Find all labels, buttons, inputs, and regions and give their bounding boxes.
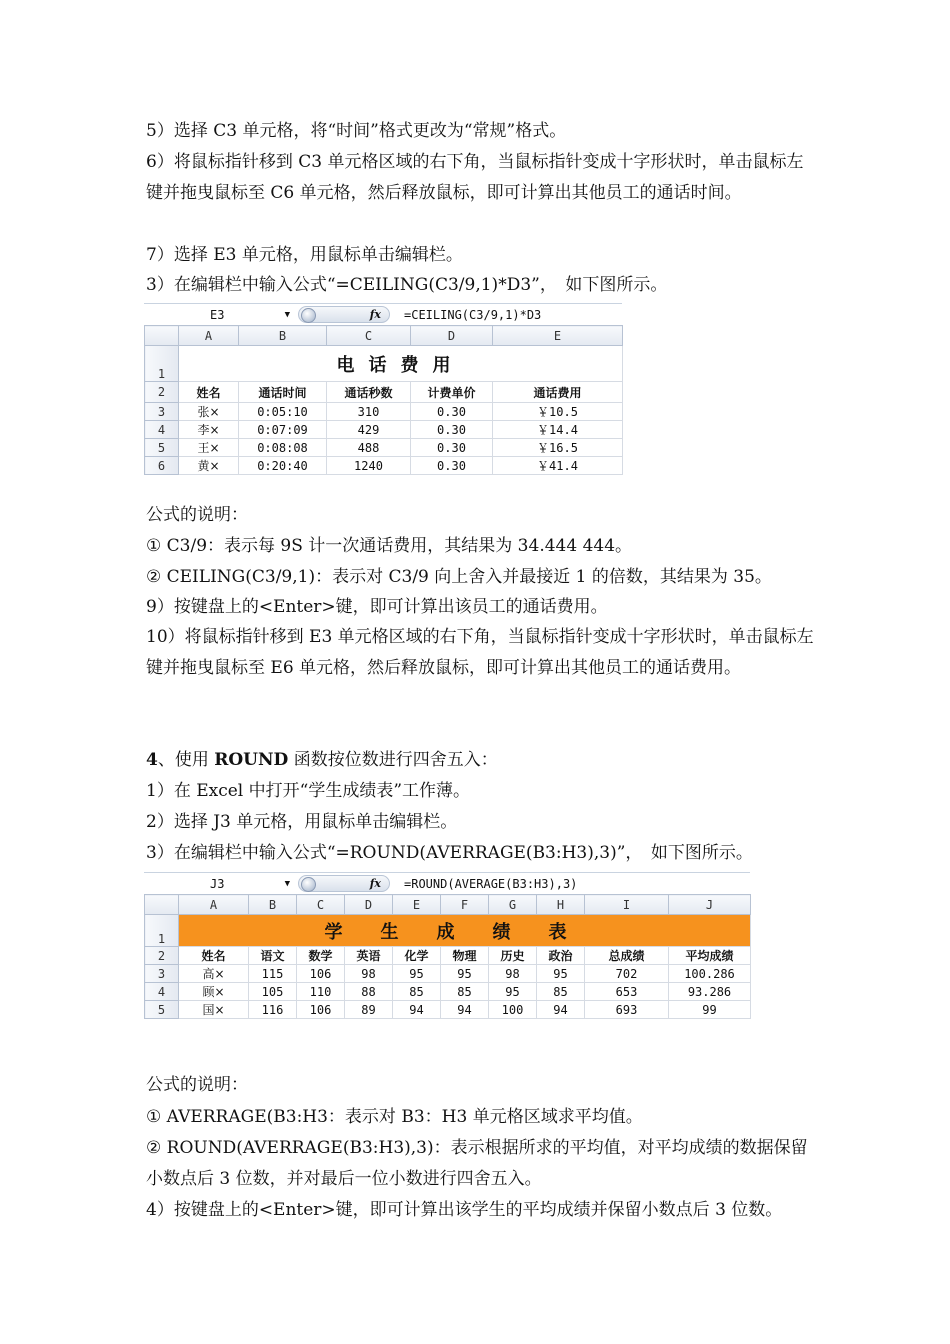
- cell[interactable]: 94: [441, 1001, 489, 1019]
- step-9: 9）按键盘上的<Enter>键，即可计算出该员工的通话费用。: [146, 597, 608, 617]
- formula-note-title-2: 公式的说明：: [146, 1075, 248, 1095]
- table-row: [145, 965, 751, 983]
- sheet-title[interactable]: 电话费用: [179, 346, 623, 382]
- cell[interactable]: 99: [669, 1001, 751, 1019]
- header-cell[interactable]: 通话费用: [493, 382, 623, 403]
- header-cell[interactable]: 数学: [297, 947, 345, 965]
- cell[interactable]: ￥16.5: [493, 439, 623, 457]
- title-row: [145, 915, 751, 947]
- step-6: 6）将鼠标指针移到 C3 单元格区域的右下角，当鼠标指针变成十字形状时，单击鼠标左键并拖曳鼠标至 C6 单元格，然后释放鼠标，即可计算出其他员工的通话时间。: [146, 152, 804, 203]
- cell[interactable]: 0:08:08: [239, 439, 327, 457]
- cell[interactable]: 0.30: [411, 439, 493, 457]
- column-header[interactable]: F: [441, 895, 489, 915]
- column-header[interactable]: A: [179, 326, 239, 346]
- cell[interactable]: 李×: [179, 421, 239, 439]
- column-header[interactable]: A: [179, 895, 249, 915]
- header-cell[interactable]: 计费单价: [411, 382, 493, 403]
- round-step-2: 2）选择 J3 单元格，用鼠标单击编辑栏。: [146, 812, 458, 832]
- round-step-4: 4）按键盘上的<Enter>键，即可计算出该学生的平均成绩并保留小数点后 3 位数。: [146, 1200, 783, 1220]
- column-header[interactable]: C: [297, 895, 345, 915]
- formula-note-3: ① AVERRAGE(B3:H3：表示对 B3：H3 单元格区域求平均值。: [146, 1107, 643, 1127]
- row-header[interactable]: 4: [145, 421, 179, 439]
- cell[interactable]: 310: [327, 403, 411, 421]
- column-header[interactable]: B: [239, 326, 327, 346]
- header-row: [145, 947, 751, 965]
- cell[interactable]: 95: [489, 983, 537, 1001]
- column-header[interactable]: H: [537, 895, 585, 915]
- score-sheet: [144, 872, 750, 1019]
- cell[interactable]: 100.286: [669, 965, 751, 983]
- cell[interactable]: 0.30: [411, 421, 493, 439]
- header-cell[interactable]: 总成绩: [585, 947, 669, 965]
- step-7: 7）选择 E3 单元格，用鼠标单击编辑栏。: [146, 245, 463, 265]
- sheet-title[interactable]: 学生成绩表: [179, 915, 751, 947]
- row-header[interactable]: 5: [145, 439, 179, 457]
- formula-note-1: ① C3/9：表示每 9S 计一次通话费用，其结果为 34.444 444。: [146, 536, 633, 556]
- header-cell[interactable]: 历史: [489, 947, 537, 965]
- fx-icon: fx: [369, 877, 381, 890]
- cell[interactable]: 94: [537, 1001, 585, 1019]
- insert-function-button[interactable]: [298, 306, 390, 323]
- row-header[interactable]: 2: [145, 382, 179, 403]
- cell[interactable]: 85: [441, 983, 489, 1001]
- cell[interactable]: 702: [585, 965, 669, 983]
- cell[interactable]: ￥41.4: [493, 457, 623, 475]
- column-header[interactable]: I: [585, 895, 669, 915]
- cell[interactable]: 国×: [179, 1001, 249, 1019]
- cell[interactable]: 100: [489, 1001, 537, 1019]
- column-header[interactable]: E: [493, 326, 623, 346]
- cell[interactable]: 85: [537, 983, 585, 1001]
- formula-note-2: ② CEILING(C3/9,1)：表示对 C3/9 向上舍入并最接近 1 的倍数，其结果为 35。: [146, 567, 772, 587]
- table-row: [145, 403, 623, 421]
- insert-function-button[interactable]: [298, 875, 390, 892]
- column-header[interactable]: D: [411, 326, 493, 346]
- header-cell[interactable]: 平均成绩: [669, 947, 751, 965]
- cell[interactable]: 693: [585, 1001, 669, 1019]
- round-step-3: 3）在编辑栏中输入公式“=ROUND(AVERRAGE(B3:H3),3)”， 如下图所示。: [146, 843, 753, 863]
- cell[interactable]: 高×: [179, 965, 249, 983]
- cell[interactable]: 95: [441, 965, 489, 983]
- select-all-corner[interactable]: [145, 895, 179, 915]
- cell[interactable]: 89: [345, 1001, 393, 1019]
- cell[interactable]: 0:07:09: [239, 421, 327, 439]
- fx-icon: fx: [369, 308, 381, 321]
- formula-bar: [144, 872, 750, 894]
- cell[interactable]: 张×: [179, 403, 239, 421]
- row-header[interactable]: 3: [145, 403, 179, 421]
- column-header[interactable]: D: [345, 895, 393, 915]
- header-cell[interactable]: 语文: [249, 947, 297, 965]
- column-header[interactable]: B: [249, 895, 297, 915]
- cell[interactable]: 98: [489, 965, 537, 983]
- row-header[interactable]: 2: [145, 947, 179, 965]
- column-header[interactable]: E: [393, 895, 441, 915]
- formula-bar: [144, 303, 622, 325]
- dropdown-arrow-icon[interactable]: ▼: [284, 309, 290, 320]
- header-cell[interactable]: 通话时间: [239, 382, 327, 403]
- cell[interactable]: 0:05:10: [239, 403, 327, 421]
- resize-handle-icon[interactable]: [301, 877, 316, 892]
- cell[interactable]: 106: [297, 965, 345, 983]
- name-box[interactable]: E3 ▼: [210, 307, 290, 322]
- row-header[interactable]: 1: [145, 915, 179, 947]
- cell[interactable]: 85: [393, 983, 441, 1001]
- cell[interactable]: 110: [297, 983, 345, 1001]
- round-step-1: 1）在 Excel 中打开“学生成绩表”工作薄。: [146, 781, 471, 801]
- column-header[interactable]: G: [489, 895, 537, 915]
- formula-note-title: 公式的说明：: [146, 505, 248, 525]
- cell[interactable]: 0.30: [411, 457, 493, 475]
- sheet-grid: [144, 325, 623, 475]
- step-5: 5）选择 C3 单元格，将“时间”格式更改为“常规”格式。: [146, 121, 567, 141]
- title-row: [145, 346, 623, 382]
- cell[interactable]: 94: [393, 1001, 441, 1019]
- row-header[interactable]: 3: [145, 965, 179, 983]
- formula-input[interactable]: =ROUND(AVERAGE(B3:H3),3): [404, 876, 578, 891]
- step-10: 10）将鼠标指针移到 E3 单元格区域的右下角，当鼠标指针变成十字形状时，单击鼠标左键并拖曳鼠标至 E6 单元格，然后释放鼠标，即可计算出其他员工的通话费用。: [146, 627, 814, 678]
- row-header[interactable]: 1: [145, 346, 179, 382]
- cell[interactable]: 0.30: [411, 403, 493, 421]
- header-cell[interactable]: 姓名: [179, 382, 239, 403]
- cell[interactable]: 黄×: [179, 457, 239, 475]
- sheet-grid: [144, 894, 751, 1019]
- column-header[interactable]: C: [327, 326, 411, 346]
- cell[interactable]: 93.286: [669, 983, 751, 1001]
- cell[interactable]: 429: [327, 421, 411, 439]
- resize-handle-icon[interactable]: [301, 308, 316, 323]
- table-row: [145, 457, 623, 475]
- cell[interactable]: 98: [345, 965, 393, 983]
- column-header[interactable]: J: [669, 895, 751, 915]
- formula-input[interactable]: =CEILING(C3/9,1)*D3: [404, 307, 542, 322]
- cell[interactable]: 653: [585, 983, 669, 1001]
- cell[interactable]: 顾×: [179, 983, 249, 1001]
- row-header[interactable]: 4: [145, 983, 179, 1001]
- cell[interactable]: 1240: [327, 457, 411, 475]
- header-cell[interactable]: 物理: [441, 947, 489, 965]
- cell[interactable]: 95: [537, 965, 585, 983]
- step-3-ceiling: 3）在编辑栏中输入公式“=CEILING(C3/9,1)*D3”， 如下图所示。: [146, 275, 668, 295]
- header-cell[interactable]: 政治: [537, 947, 585, 965]
- dropdown-arrow-icon[interactable]: ▼: [284, 878, 290, 889]
- cell[interactable]: 95: [393, 965, 441, 983]
- section-heading-4: 4、使用 ROUND 函数按位数进行四舍五入：: [146, 750, 498, 770]
- cell[interactable]: 105: [249, 983, 297, 1001]
- cell[interactable]: 王×: [179, 439, 239, 457]
- cell[interactable]: 0:20:40: [239, 457, 327, 475]
- table-row: [145, 439, 623, 457]
- phone-fee-sheet: [144, 303, 622, 475]
- header-cell[interactable]: 化学: [393, 947, 441, 965]
- header-row: [145, 382, 623, 403]
- header-cell[interactable]: 通话秒数: [327, 382, 411, 403]
- column-header-row: [145, 326, 623, 346]
- cell[interactable]: 488: [327, 439, 411, 457]
- row-header[interactable]: 5: [145, 1001, 179, 1019]
- table-row: [145, 421, 623, 439]
- header-cell[interactable]: 姓名: [179, 947, 249, 965]
- table-row: [145, 983, 751, 1001]
- cell[interactable]: ￥14.4: [493, 421, 623, 439]
- cell[interactable]: ￥10.5: [493, 403, 623, 421]
- cell[interactable]: 88: [345, 983, 393, 1001]
- cell[interactable]: 106: [297, 1001, 345, 1019]
- name-box[interactable]: J3 ▼: [210, 876, 290, 891]
- column-header-row: [145, 895, 751, 915]
- cell[interactable]: 116: [249, 1001, 297, 1019]
- select-all-corner[interactable]: [145, 326, 179, 346]
- table-row: [145, 1001, 751, 1019]
- formula-note-4: ② ROUND(AVERRAGE(B3:H3),3)：表示根据所求的平均值，对平均成绩的数据保留小数点后 3 位数，并对最后一位小数进行四舍五入。: [146, 1138, 808, 1189]
- row-header[interactable]: 6: [145, 457, 179, 475]
- header-cell[interactable]: 英语: [345, 947, 393, 965]
- cell[interactable]: 115: [249, 965, 297, 983]
